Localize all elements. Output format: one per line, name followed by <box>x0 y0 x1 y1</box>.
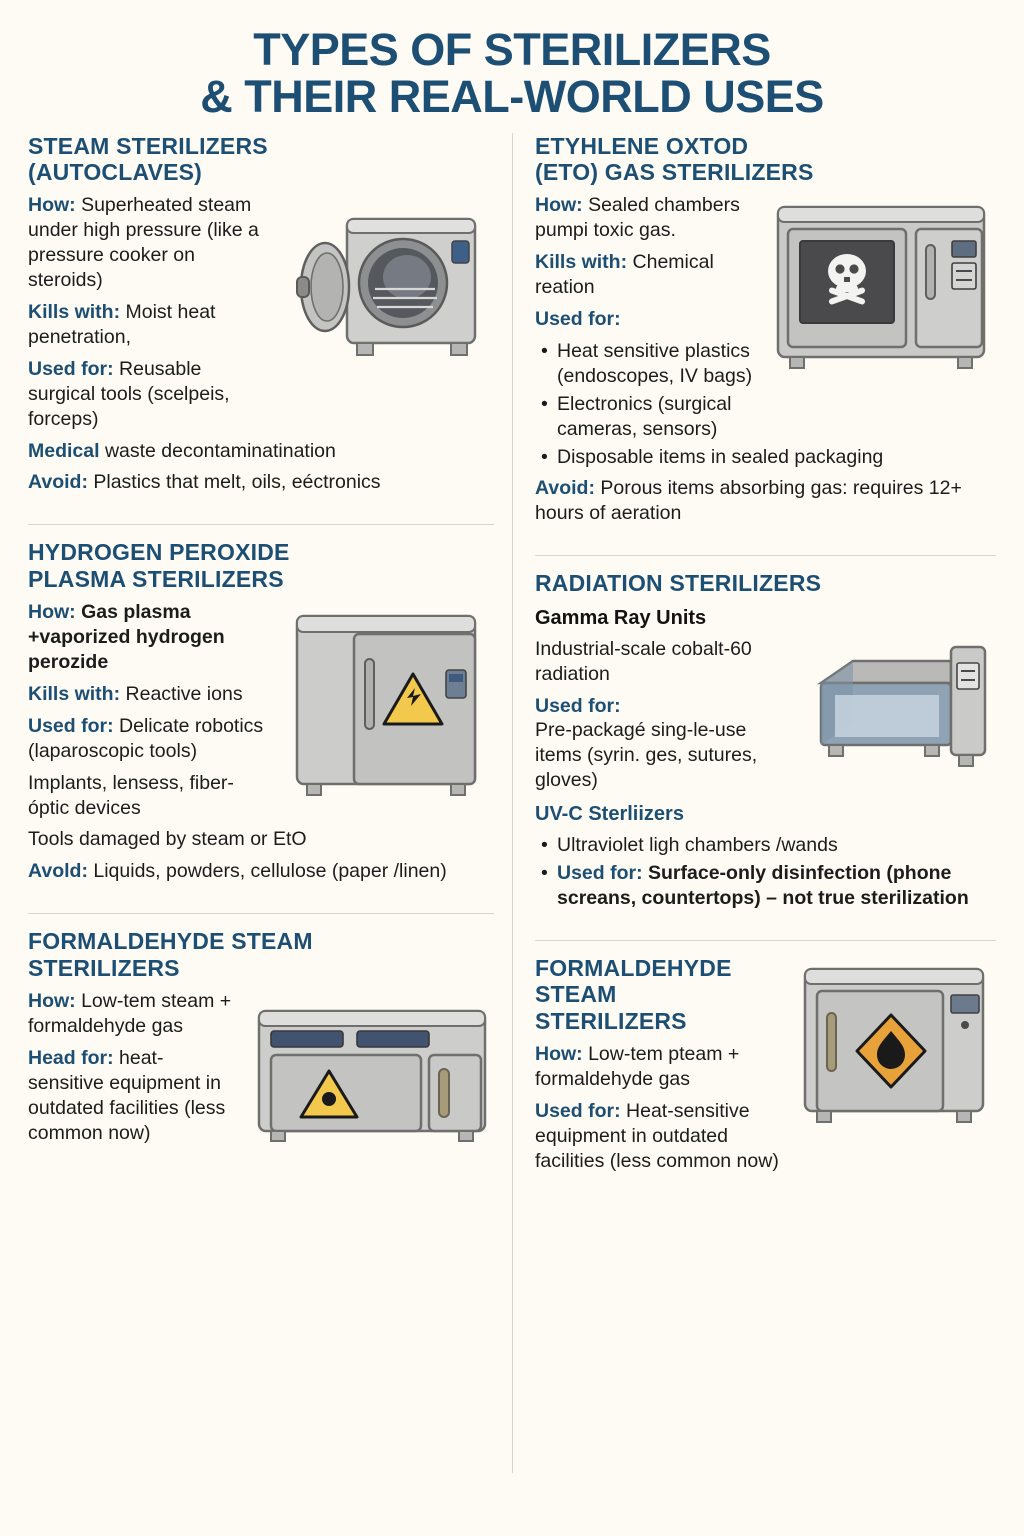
steam-extra-bold: Medical <box>28 439 100 462</box>
section-radiation-heading: RADIATION STERILIZERS <box>535 570 822 597</box>
eto-avoid-label: Avoid: <box>535 477 595 500</box>
radiation-uvc-used-text: Surface-only disinfection (phone screans, countertops) – not true sterilization <box>557 862 969 910</box>
plasma-avoid-label: Avold: <box>28 860 88 883</box>
radiation-gamma-text: Industrial-scale cobalt-60 radiation <box>535 637 752 685</box>
steam-kills-text: Moist heat penetration, <box>28 300 216 348</box>
section-steam-heading-line2: (AUTOCLAVES) <box>28 158 203 185</box>
divider-right-2 <box>535 940 996 941</box>
section-formaldehyde-left-heading <box>28 928 494 980</box>
section-steam-heading-line1: STEAM STERILIZERS <box>28 132 268 159</box>
radiation-used <box>535 694 791 794</box>
formaldehyde-left-heading-line2: STERILIZERS <box>28 954 180 981</box>
formaldehyde-left-how-label: How: <box>28 989 76 1012</box>
steam-used-text: Reusable surgical tools (scelpeis, forceps) <box>28 357 230 430</box>
section-radiation-sterilizers <box>535 570 996 928</box>
formaldehyde-left-how <box>28 989 239 1039</box>
plasma-avoid <box>28 859 494 884</box>
formaldehyde-right-heading-line3: STERILIZERS <box>535 1007 687 1034</box>
plasma-how-label: How: <box>28 600 76 623</box>
formaldehyde-right-how-text: Low-tem pteam + formaldehyde gas <box>535 1042 740 1090</box>
formaldehyde-steam-sterilizer-wide-illustration <box>249 993 494 1153</box>
steam-used <box>28 357 259 432</box>
eto-avoid <box>535 476 996 526</box>
eto-used-list <box>535 339 996 470</box>
section-eto-heading <box>535 133 996 185</box>
gamma-ray-irradiation-unit-illustration <box>801 609 996 784</box>
page-title-line-2: & THEIR REAL-WORLD USES <box>200 71 824 123</box>
plasma-kills-text: Reactive ions <box>125 682 243 705</box>
radiation-used-label: Used for: <box>535 694 621 717</box>
steam-used-label: Used for: <box>28 357 114 380</box>
eto-used-label: Used for: <box>535 307 621 330</box>
radiation-gamma-subheading: Gamma Ray Units <box>535 606 707 629</box>
formaldehyde-left-head-label: Head for: <box>28 1046 114 1069</box>
steam-how-label: How: <box>28 193 76 216</box>
steam-kills <box>28 300 259 350</box>
eto-used-label-line <box>535 307 756 332</box>
formaldehyde-right-how-label: How: <box>535 1042 583 1065</box>
radiation-used-text: Pre-packagé sing-le-use items (syrin. ges, sutures, gloves) <box>535 719 758 792</box>
plasma-kills <box>28 682 269 707</box>
plasma-used-label: Used for: <box>28 714 114 737</box>
radiation-uvc-subheading: UV-C Sterliizers <box>535 803 684 826</box>
list-item <box>555 861 996 911</box>
section-eto-sterilizers <box>535 133 996 544</box>
plasma-kills-label: Kills with: <box>28 682 121 705</box>
list-item: • Disposable items in sealed packaging <box>555 445 996 470</box>
eto-how <box>535 193 756 243</box>
section-plasma-heading <box>28 539 494 591</box>
eto-how-label: How: <box>535 193 583 216</box>
formaldehyde-left-head-text: heat-sensitive equipment in outdated facilities (less common now) <box>28 1046 226 1144</box>
page-title <box>28 26 996 121</box>
right-column <box>512 133 996 1473</box>
left-column <box>28 133 512 1163</box>
section-plasma-sterilizers <box>28 539 494 901</box>
formaldehyde-right-heading-line2: STEAM <box>535 981 617 1008</box>
page-title-line-1: TYPES OF STERILIZERS <box>253 24 771 75</box>
plasma-extra-1: Implants, lensess, fiber-óptic devices <box>28 771 234 819</box>
section-plasma-heading-line1: HYDROGEN PEROXIDE <box>28 539 290 566</box>
steam-avoid-text: Plastics that melt, oils, eéctronics <box>93 471 381 494</box>
plasma-avoid-text: Liquids, powders, cellulose (paper /linen) <box>93 860 447 883</box>
section-steam-sterilizers <box>28 133 494 513</box>
section-steam-heading <box>28 133 494 185</box>
steam-avoid <box>28 470 494 495</box>
radiation-uvc-list <box>535 833 996 911</box>
plasma-used-text: Delicate robotics (laparoscopic tools) <box>28 714 264 762</box>
formaldehyde-right-used-text: Heat-sensitive equipment in outdated facilities (less common now) <box>535 1099 779 1172</box>
list-item: • Electronics (surgical cameras, sensors) <box>555 392 996 442</box>
list-item: • Heat sensitive plastics (endoscopes, IV bags) <box>555 339 996 389</box>
formaldehyde-right-used-label: Used for: <box>535 1099 621 1122</box>
list-item: • Ultraviolet ligh chambers /wands <box>555 833 996 858</box>
section-formaldehyde-right <box>535 955 996 1190</box>
plasma-how-text: Gas plasma +vaporized hydrogen perozide <box>28 600 225 673</box>
formaldehyde-left-head <box>28 1046 239 1146</box>
autoclave-steam-sterilizer-illustration <box>269 197 494 387</box>
eto-how-text: Sealed chambers pumpi toxic gas. <box>535 193 740 241</box>
eto-kills <box>535 250 756 300</box>
content-columns <box>28 133 996 1473</box>
plasma-extra-2: Tools damaged by steam or EtO <box>28 828 307 851</box>
radiation-uvc-used-label: Used for: <box>557 862 643 885</box>
steam-kills-label: Kills with: <box>28 300 121 323</box>
divider-left-2 <box>28 913 494 914</box>
formaldehyde-right-heading-line1: FORMALDEHYDE <box>535 955 732 982</box>
steam-extra-text: waste decontaminatination <box>104 439 336 462</box>
steam-how <box>28 193 259 293</box>
plasma-sterilizer-illustration <box>279 604 494 819</box>
plasma-how <box>28 600 269 675</box>
plasma-used <box>28 714 269 764</box>
formaldehyde-left-heading-line1: FORMALDEHYDE STEAM <box>28 928 313 955</box>
section-eto-heading-line1: ETYHLENE OXTOD <box>535 132 749 159</box>
steam-avoid-label: Avoid: <box>28 471 88 494</box>
section-formaldehyde-left <box>28 928 494 1162</box>
eto-avoid-text: Porous items absorbing gas: requires 12+ hours of aeration <box>535 477 962 525</box>
section-plasma-heading-line2: PLASMA STERILIZERS <box>28 565 284 592</box>
eto-kills-text: Chemical reation <box>535 250 714 298</box>
formaldehyde-steam-sterilizer-compact-illustration <box>791 959 996 1139</box>
section-eto-heading-line2: (ETO) GAS STERILIZERS <box>535 158 814 185</box>
eto-kills-label: Kills with: <box>535 250 628 273</box>
steam-extra <box>28 439 494 464</box>
steam-how-text: Superheated steam under high pressure (like a pressure cooker on steroids) <box>28 193 259 291</box>
divider-left-1 <box>28 524 494 525</box>
divider-right-1 <box>535 555 996 556</box>
formaldehyde-left-how-text: Low-tem steam + formaldehyde gas <box>28 989 232 1037</box>
formaldehyde-right-how <box>535 1042 781 1092</box>
